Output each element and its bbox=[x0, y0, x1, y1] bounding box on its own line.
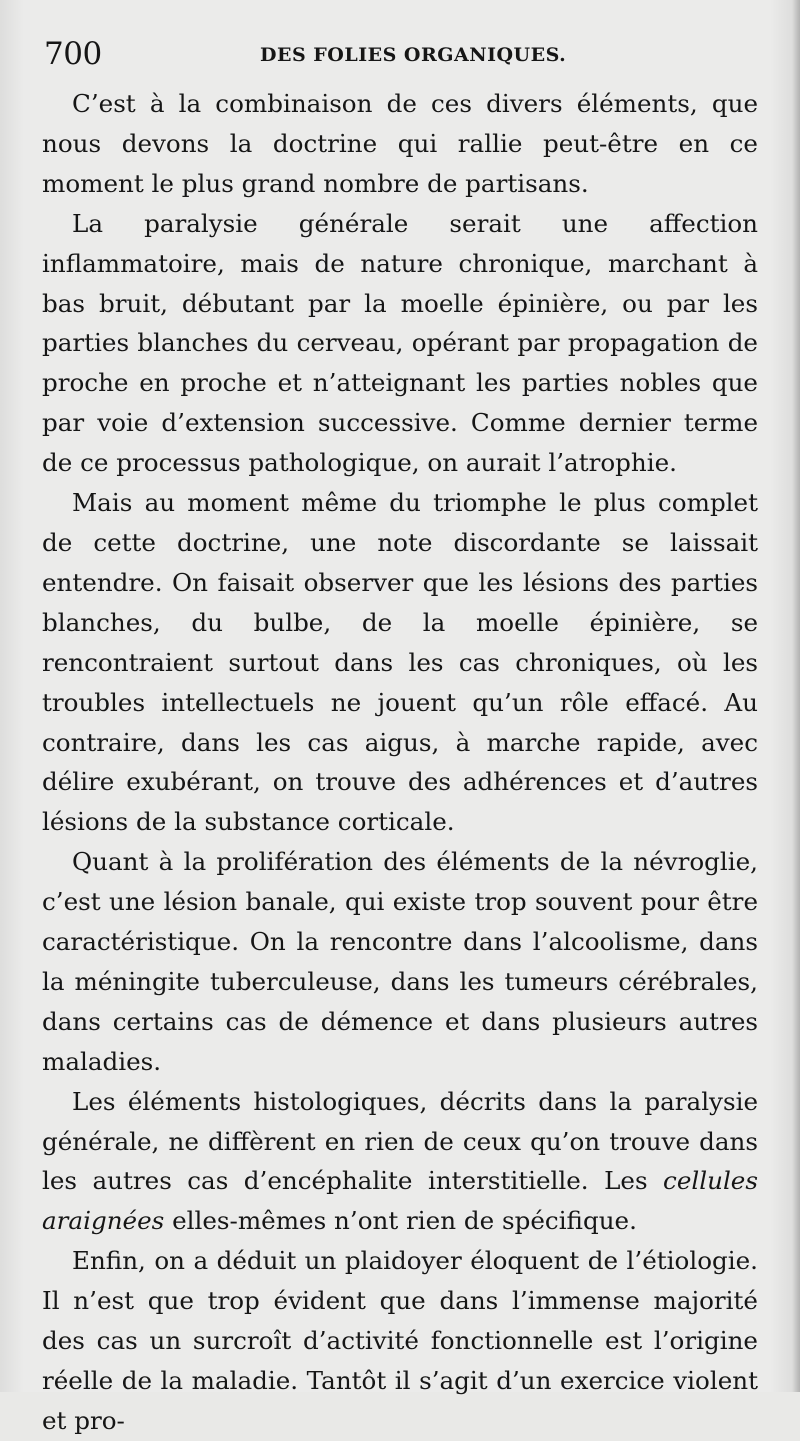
scan-edge-shadow bbox=[792, 0, 800, 1392]
paragraph: Quant à la prolifération des éléments de la névroglie, c’est une lésion banale, qui existe trop souvent pour être caractéristique. On la rencontre dans l’alcoolisme, dans la méningite tuberculeuse, dans les tumeurs cérébrales, dans certains cas de démence et dans plusieurs autres maladies. bbox=[42, 847, 758, 1076]
paragraph: Enfin, on a déduit un plaidoyer éloquent de l’étiologie. Il n’est que trop évident que dans l’immense majorité des cas un surcroît d’activité fonctionnelle est l’origine réelle de la maladie. Tantôt il s’agit d’un exercice violent et pro- bbox=[42, 1246, 758, 1435]
page-header bbox=[44, 36, 764, 72]
running-title: DES FOLIES ORGANIQUES. bbox=[260, 44, 567, 66]
paragraph bbox=[42, 1082, 758, 1242]
paragraph: La paralysie générale serait une affection inflammatoire, mais de nature chronique, marchant à bas bruit, débutant par la moelle épinière, ou par les parties blanches du cerveau, opérant par propagation de proche en proche et n’atteignant les parties nobles que par voie d’extension successive. Comme dernier terme de ce processus pathologique, on aurait l’atrophie. bbox=[42, 208, 758, 478]
page-number: 700 bbox=[44, 36, 102, 72]
paragraph-text: elles-mêmes n’ont rien de spécifique. bbox=[164, 1206, 637, 1236]
paragraph: C’est à la combinaison de ces divers éléments, que nous devons la doctrine qui rallie peut-être en ce moment le plus grand nombre de partisans. bbox=[42, 89, 758, 198]
italic-term: cellules araignées bbox=[42, 1166, 758, 1236]
page-body bbox=[42, 84, 758, 1441]
paragraph-text: Les éléments histologiques, décrits dans la paralysie générale, ne diffèrent en rien de ceux qu’on trouve dans les autres cas d’encéphalite interstitielle. Les bbox=[42, 1086, 758, 1196]
paragraph: Mais au moment même du triomphe le plus complet de cette doctrine, une note discordante se laissait entendre. On faisait observer que les lésions des parties blanches, du bulbe, de la moelle épinière, se rencontraient surtout dans les cas chroniques, où les troubles intellectuels ne jouent qu’un rôle effacé. Au contraire, dans les cas aigus, à marche rapide, avec délire exubérant, on trouve des adhérences et d’autres lésions de la substance corticale. bbox=[42, 488, 758, 837]
